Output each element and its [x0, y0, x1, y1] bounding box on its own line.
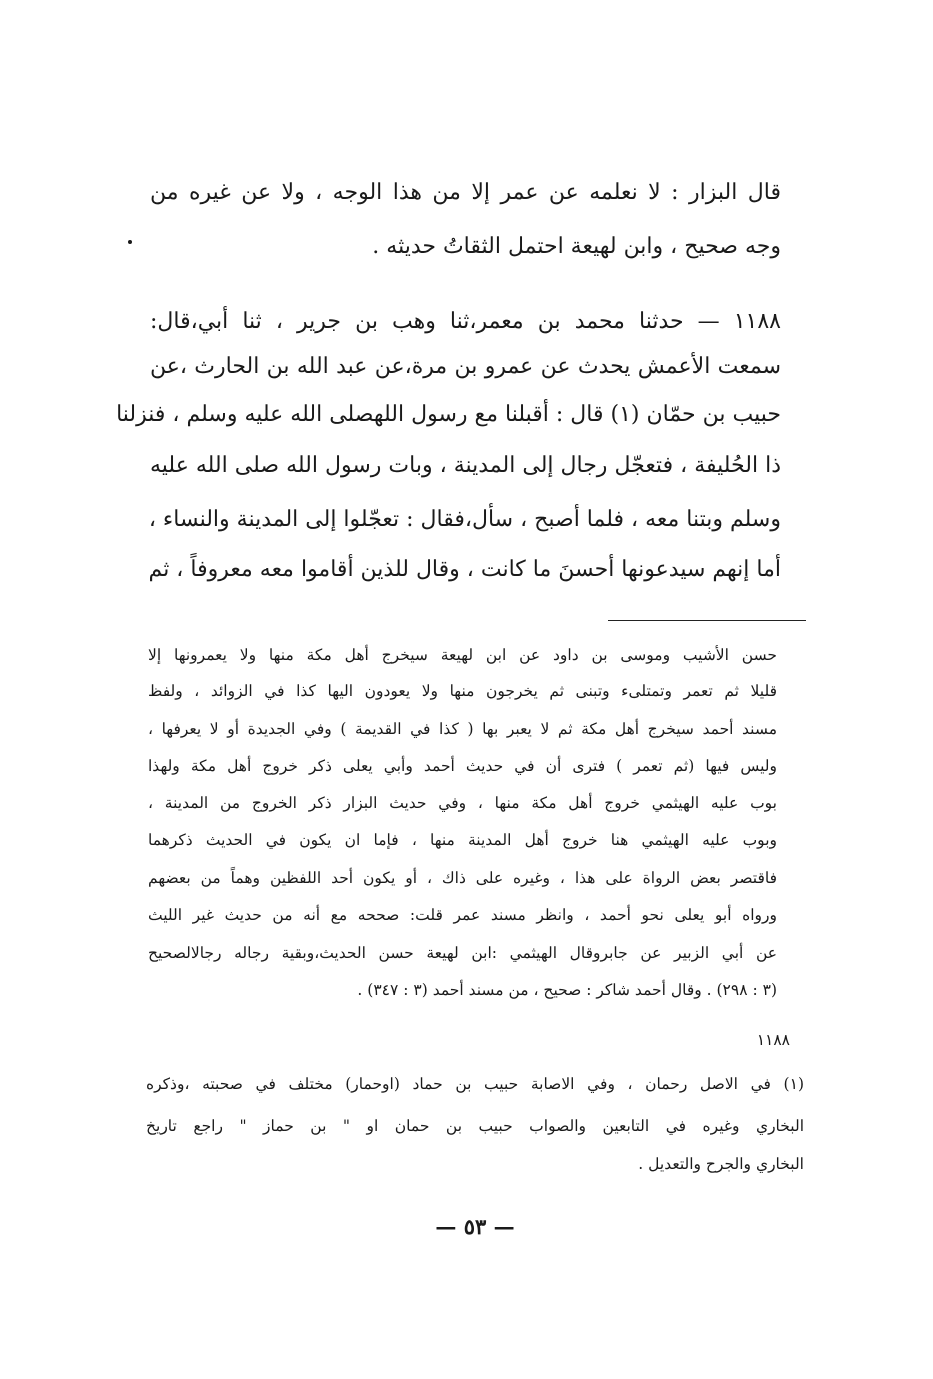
main-text-line: أما إنهم سيدعونها أحسنَ ما كانت ، وقال للذين أقاموا معه معروفاً ، ثم [148, 557, 781, 582]
hadith-reference-number: ١١٨٨ [756, 1031, 790, 1049]
main-text-line: سمعت الأعمش يحدث عن عمرو بن مرة،عن عبد الله بن الحارث ،عن [150, 354, 781, 379]
note-line: مسند أحمد سيخرج أهل مكة ثم لا يعبر بها ( كذا في القديمة ) وفي الجديدة أو لا يعرفها ، [148, 720, 777, 738]
footnote-line: البخاري والجرح والتعديل . [638, 1155, 804, 1173]
note-line: عن أبي الزبير عن جابروقال الهيثمي :ابن لهيعة حسن الحديث،وبقية رجاله رجالالصحيح [148, 944, 777, 962]
main-text-line: ذا الحُليفة ، فتعجّل رجال إلى المدينة ، وبات رسول الله صلى الله عليه [150, 453, 781, 478]
note-line: فاقتصر بعض الرواة على هذا ، وغيره على ذاك ، أو يكون أحد اللفظين وهماً من بعضهم [148, 869, 777, 887]
main-text-line: وسلم وبتنا معه ، فلما أصبح ، سأل،فقال : تعجّلوا إلى المدينة والنساء ، [148, 507, 781, 532]
main-text-line: ١١٨٨ — حدثنا محمد بن معمر،ثنا وهب بن جرير ، ثنا أبي،قال: [150, 309, 781, 334]
footnote-line: (١) في الاصل رحمان ، وفي الاصابة حبيب بن حماد (اوحمار) مختلف في صحبته ،وذكره [146, 1075, 804, 1093]
footnote-line: البخاري وغيره في التابعين والصواب حبيب بن حمان او " بن حماز " راجع تاريخ [146, 1117, 804, 1135]
main-text-line: وجه صحيح ، وابن لهيعة احتمل الثقاتُ حديثه . [372, 234, 781, 259]
note-line: (٣ : ٢٩٨) . وقال أحمد شاكر : صحيح ، من مسند أحمد (٣ : ٣٤٧) . [357, 981, 777, 999]
note-line: بوب عليه الهيثمي خروج أهل مكة منها ، وفي حديث البزار ذكر الخروج من المدينة ، [148, 794, 777, 812]
stray-dot [128, 240, 132, 244]
note-line: ورواه أبو يعلى نحو أحمد ، وانظر مسند عمر قلت: صححه مع أنه من حديث غير الليث [148, 906, 777, 924]
note-line: وليس فيها (ثم تعمر ) فترى أن في حديث أحمد وأبي يعلى ذكر خروج أهل مكة ولهذا [148, 757, 777, 775]
main-text-line: قال البزار : لا نعلمه عن عمر إلا من هذا الوجه ، ولا عن غيره من [150, 180, 781, 205]
main-text-line: حبيب بن حمّان (١) قال : أقبلنا مع رسول اللهصلى الله عليه وسلم ، فنزلنا [116, 402, 781, 427]
note-line: وبوب عليه الهيثمي هنا خروج أهل المدينة منها ، فإما ان يكون في الحديث ذكرهما [148, 831, 777, 849]
note-line: حسن الأشيب وموسى بن داود عن ابن لهيعة سيخرج أهل مكة منها ولا يعمرونها إلا [148, 646, 777, 664]
notes-separator [608, 620, 806, 621]
note-line: قليلا ثم تعمر وتمتلىء وتبنى ثم يخرجون منها ولا يعودون اليها كذا في الزوائد ، ولفظ [148, 682, 777, 700]
page-number: — ٥٣ — [435, 1214, 515, 1239]
